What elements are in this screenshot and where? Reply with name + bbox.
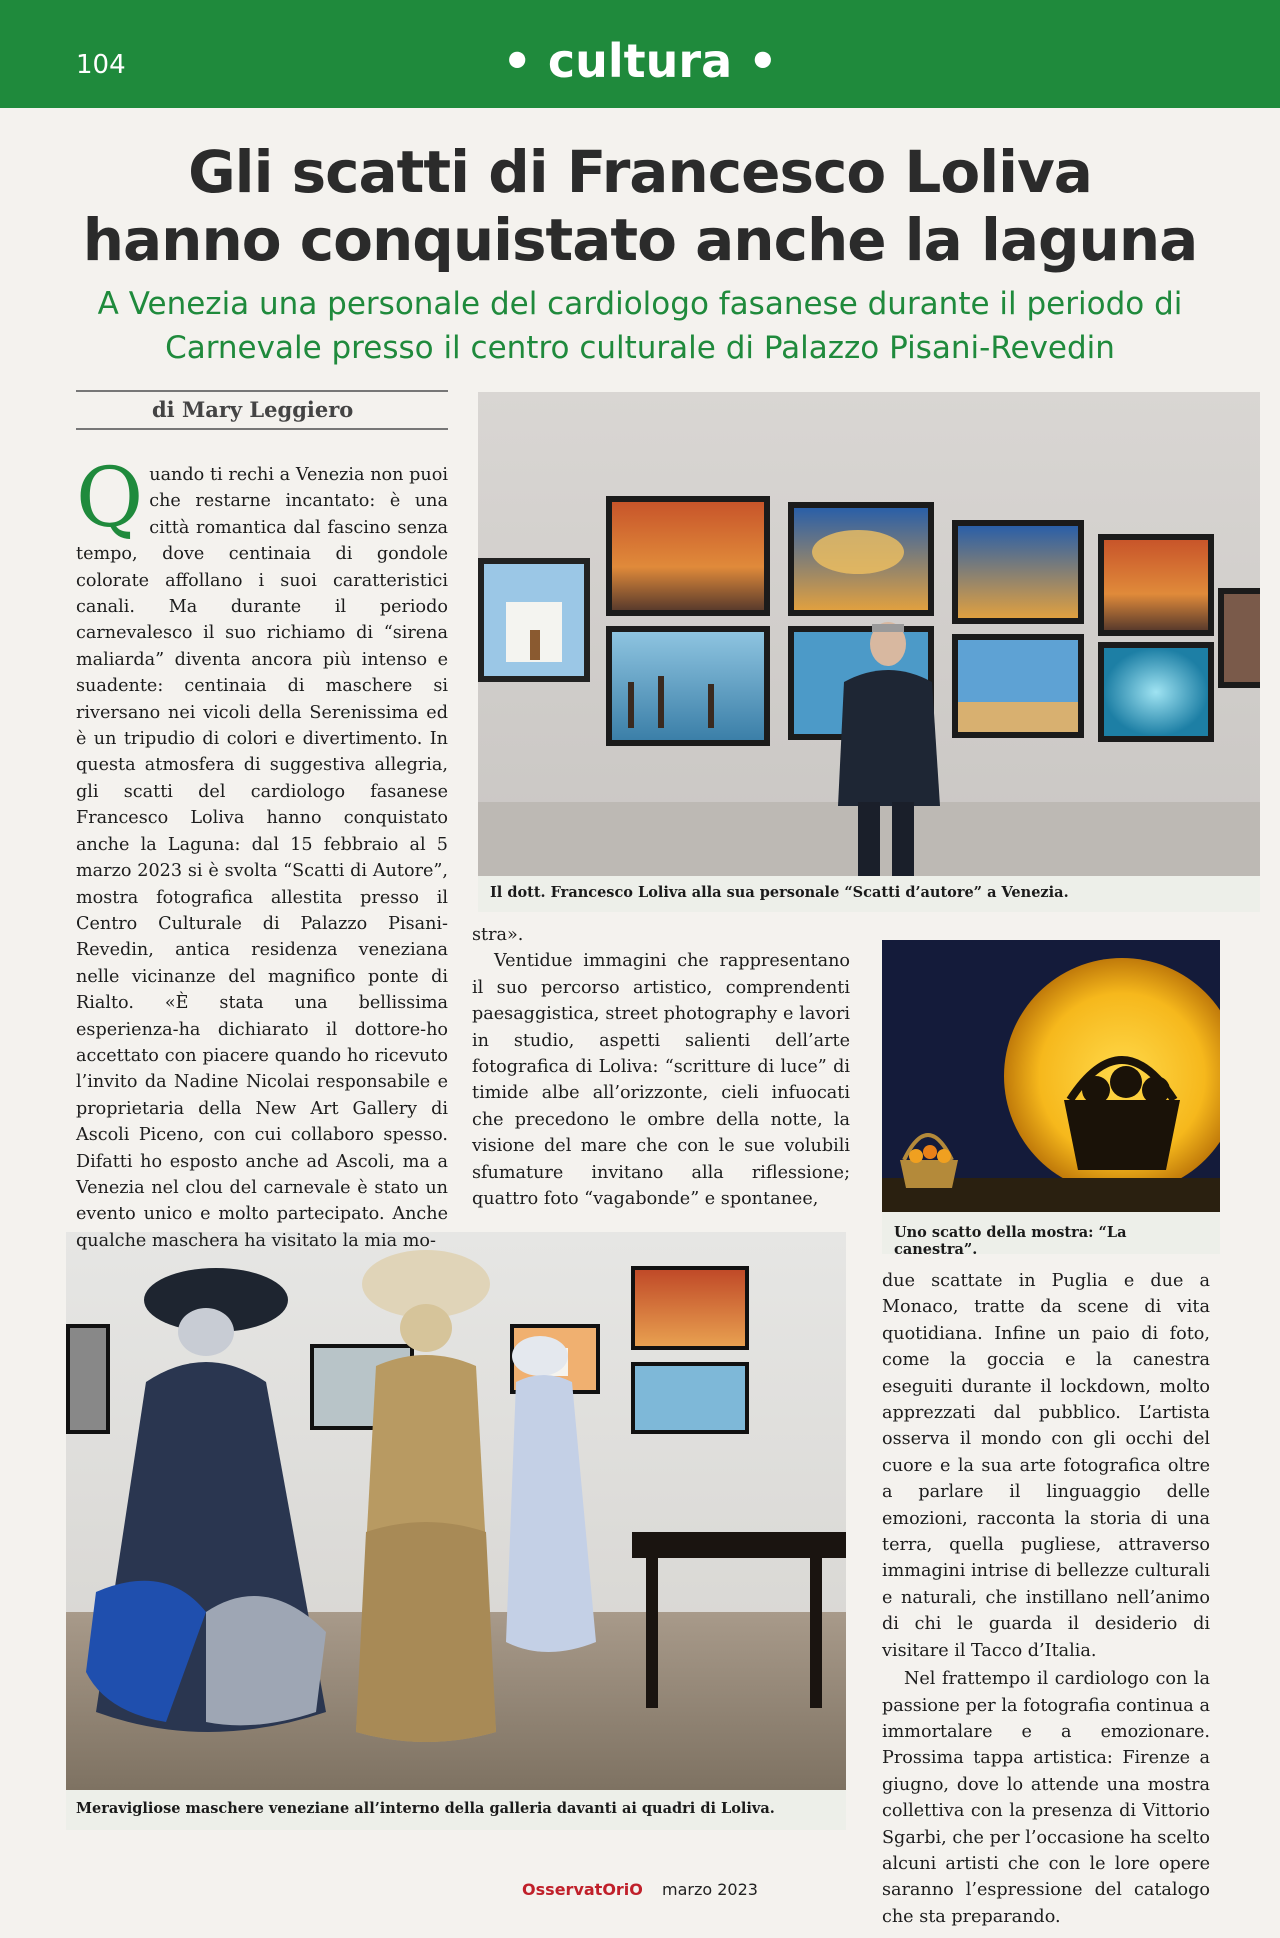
article-column-2 bbox=[472, 922, 850, 1212]
article-column-3 bbox=[882, 1268, 1210, 1930]
article-title-line2: hanno conquistato anche la laguna bbox=[82, 206, 1198, 274]
section-title: • cultura • bbox=[502, 34, 778, 88]
page-number: 104 bbox=[76, 50, 126, 80]
page-footer bbox=[0, 1880, 1280, 1899]
article-subtitle bbox=[60, 282, 1220, 370]
issue-date: marzo 2023 bbox=[661, 1880, 758, 1899]
article-column-1-text: uando ti rechi a Venezia non puoi che restarne incantato: è una città romantica dal fascino senza tempo, dove centinaia di gondole colorate affollano i suoi caratteristici canali. Ma durante il periodo carnevalesco il suo richiamo di “sirena maliarda” diventa ancora più intenso e suadente: centinaia di maschere si riversano nei vicoli della Serenissima ed è un tripudio di colori e divertimento. In questa atmosfera di suggestiva allegria, gli scatti del cardiologo fasanese Francesco Loliva hanno conquistato anche la Laguna: dal 15 febbraio al 5 marzo 2023 si è svolta “Scatti di Autore”, mostra fotografica allestita presso il Centro Culturale di Palazzo Pisani-Revedin, antica residenza veneziana nelle vicinanze del magnifico ponte di Rialto. «È stata una bellissima esperienza-ha dichiarato il dottore-ho accettato con piacere quando ho ricevuto l’invito da Nadine Nicolai responsabile e proprietaria della New Art Gallery di Ascoli Piceno, con cui collaboro spesso. Difatti ho esposto anche ad Ascoli, ma a Venezia nel clou del carnevale è stato un evento unico e molto partecipato. Anche qualche maschera ha visitato la mia mo- bbox=[76, 465, 448, 1251]
article-title bbox=[60, 138, 1220, 274]
gallery-photo-caption: Il dott. Francesco Loliva alla sua personale “Scatti d’autore” a Venezia. bbox=[478, 876, 1260, 912]
article-subtitle-line1: A Venezia una personale del cardiologo fasanese durante il periodo di bbox=[97, 286, 1183, 322]
byline: di Mary Leggiero bbox=[76, 390, 448, 430]
masks-photo-image bbox=[66, 1232, 846, 1790]
basket-photo-image bbox=[882, 940, 1220, 1212]
article-subtitle-line2: Carnevale presso il centro culturale di Palazzo Pisani-Revedin bbox=[165, 330, 1115, 366]
basket-photo-caption: Uno scatto della mostra: “La canestra”. bbox=[882, 1212, 1220, 1254]
article-column-3-para-1: due scattate in Puglia e due a Monaco, tratte da scene di vita quotidiana. Infine un paio di foto, come la goccia e la canestra eseguiti durante il lockdown, molto apprezzati dal pubblico. L’artista osserva il mondo con gli occhi del cuore e la sua arte fotografica oltre a parlare il linguaggio delle emozioni, racconta la storia di una terra, quella pugliese, attraverso immagini intrise di bellezze culturali e naturali, che instillano nell’animo di chi le guarda il desiderio di visitare il Tacco d’Italia. bbox=[882, 1271, 1210, 1661]
masks-photo-caption: Meravigliose maschere veneziane all’interno della galleria davanti ai quadri di Loliva. bbox=[66, 1790, 846, 1830]
article-column-3-para-2: Nel frattempo il cardiologo con la passione per la fotografia continua a immortalare e a emozionare. Prossima tappa artistica: Firenze a giugno, dove lo attende una mostra collettiva con la presenza di Vittorio Sgarbi, che per l’occasione ha scelto alcuni artisti che con le lore opere saranno l’espressione del catalogo che sta preparando. bbox=[882, 1669, 1210, 1927]
basket-photo bbox=[882, 940, 1220, 1212]
article-column-1 bbox=[76, 451, 448, 1254]
gallery-photo-image bbox=[478, 392, 1260, 876]
article-title-line1: Gli scatti di Francesco Loliva bbox=[188, 138, 1092, 206]
gallery-photo bbox=[478, 392, 1260, 876]
masks-photo bbox=[66, 1232, 846, 1790]
magazine-logo: OsservatOriO bbox=[522, 1880, 643, 1899]
header-band bbox=[0, 0, 1280, 108]
article-column-2-para-1: stra». bbox=[472, 925, 524, 945]
article-column-2-para-2: Ventidue immagini che rappresentano il suo percorso artistico, comprendenti paesaggistica, street photography e lavori in studio, aspetti salienti dell’arte fotografica di Loliva: “scritture di luce” di timide albe all’orizzonte, cieli infuocati che precedono le ombre della notte, la visione del mare che con le sue volubili sfumature invitano alla riflessione; quattro foto “vagabonde” e spontanee, bbox=[472, 951, 850, 1210]
drop-cap: Q bbox=[76, 451, 144, 546]
